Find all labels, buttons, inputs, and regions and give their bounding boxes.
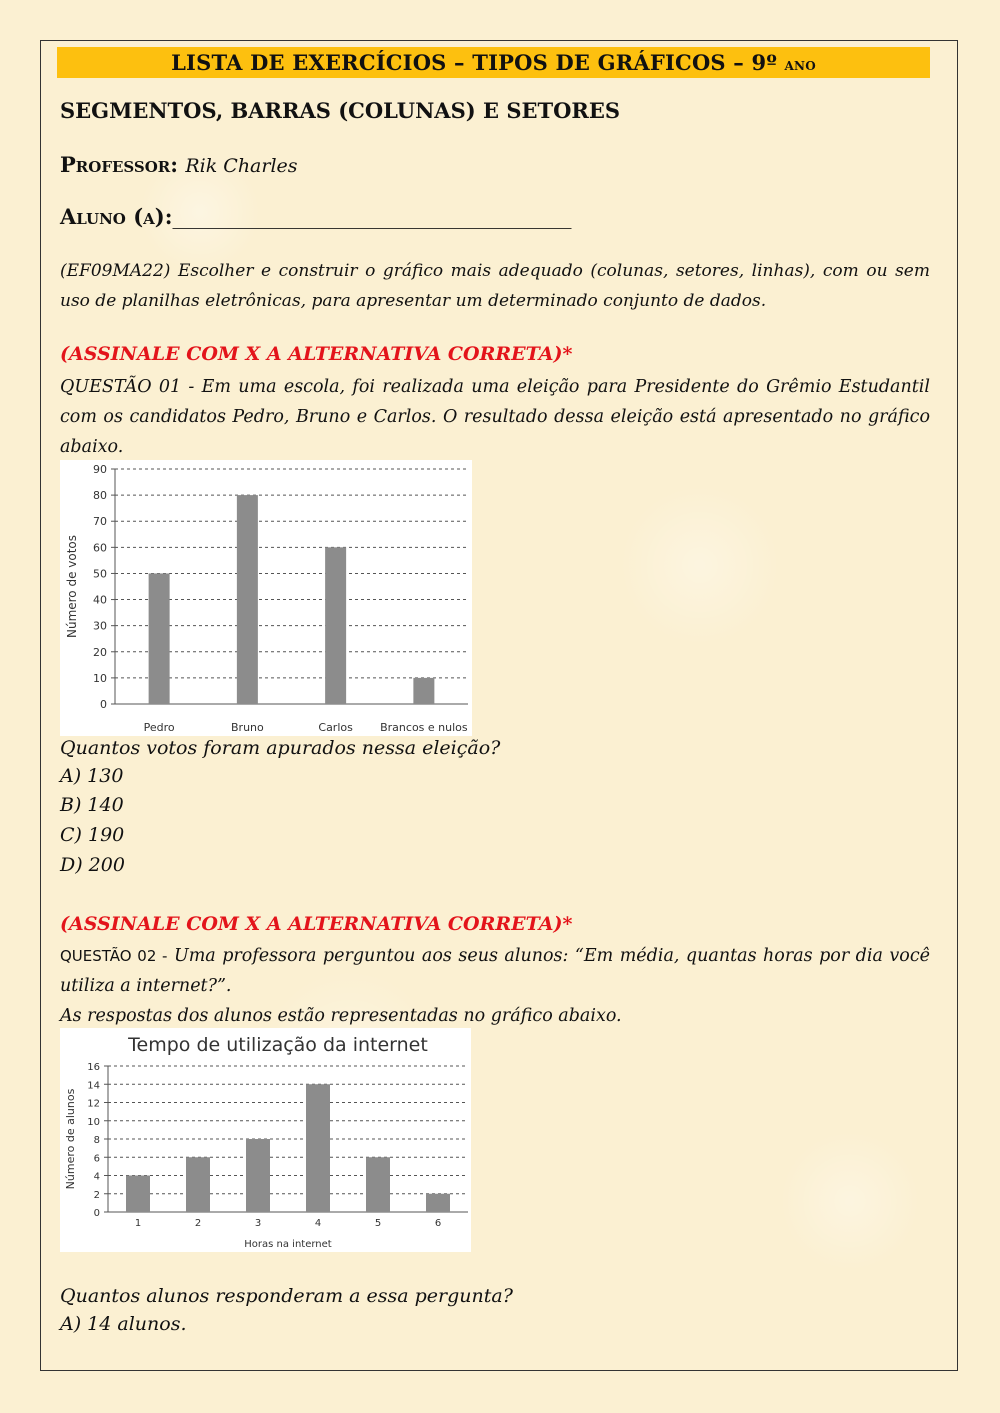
professor-name: Rik Charles — [185, 155, 298, 177]
page-title: LISTA DE EXERCÍCIOS – TIPOS DE GRÁFICOS – 9º — [171, 50, 778, 75]
q2-text-block — [60, 941, 930, 1001]
q2-question: Quantos alunos responderam a essa pergunta? — [60, 1285, 513, 1307]
y-tick-label: 2 — [93, 1189, 100, 1201]
bar-2 — [186, 1157, 210, 1212]
bar-pedro — [149, 573, 170, 704]
bar-4 — [306, 1084, 330, 1212]
q1-instruction: (ASSINALE COM X A ALTERNATIVA CORRETA)* — [60, 343, 573, 365]
x-tick-label: 3 — [254, 1218, 262, 1229]
x-tick-label: Bruno — [231, 721, 264, 734]
y-tick-label: 0 — [93, 1208, 100, 1219]
y-tick-label: 10 — [87, 1116, 100, 1128]
bar-brancos-e-nulos — [413, 678, 434, 704]
student-name-line[interactable]: ______________________________________ — [172, 205, 572, 229]
skill-description: (EF09MA22) Escolher e construir o gráfico mais adequado (colunas, setores, linhas), com ou sem uso de planilhas eletrônicas, para apresentar um determinado conjunto de dados. — [60, 261, 930, 311]
q2-instruction: (ASSINALE COM X A ALTERNATIVA CORRETA)* — [60, 913, 573, 935]
chart-title: Tempo de utilização da internet — [128, 1034, 428, 1056]
y-tick-label: 20 — [93, 645, 107, 659]
q2-text2: As respostas dos alunos estão representadas no gráfico abaixo. — [60, 1006, 622, 1026]
bar-1 — [126, 1176, 150, 1213]
q1-option-b[interactable]: B) 140 — [60, 794, 124, 816]
q2-label: QUESTÃO 02 - — [60, 947, 168, 965]
section-subtitle: SEGMENTOS, BARRAS (COLUNAS) E SETORES — [60, 98, 621, 123]
y-tick-label: 10 — [93, 671, 107, 685]
y-tick-label: 14 — [87, 1080, 100, 1092]
q2-option-a[interactable]: A) 14 alunos. — [60, 1313, 187, 1335]
x-tick-label: 4 — [314, 1218, 322, 1229]
q1-option-d[interactable]: D) 200 — [60, 854, 125, 876]
page-title-suffix: ano — [784, 55, 816, 75]
y-tick-label: 60 — [93, 541, 107, 555]
bar-bruno — [237, 495, 258, 704]
y-tick-label: 80 — [93, 489, 107, 503]
y-tick-label: 0 — [100, 698, 107, 711]
professor-label: Professor: — [60, 152, 179, 177]
y-tick-label: 40 — [93, 593, 107, 607]
title-bar — [57, 47, 930, 78]
x-tick-label: 6 — [434, 1218, 442, 1229]
y-tick-label: 6 — [93, 1153, 100, 1165]
q1-text: QUESTÃO 01 - Em uma escola, foi realizada uma eleição para Presidente do Grêmio Estudantil com os candidatos Pedro, Bruno e Carlos. O resultado dessa eleição está apresentado no gráfico abaixo. — [60, 377, 930, 457]
q1-option-c[interactable]: C) 190 — [60, 824, 125, 846]
y-tick-label: 4 — [93, 1171, 100, 1183]
y-tick-label: 70 — [93, 515, 107, 529]
y-tick-label: 8 — [93, 1135, 100, 1146]
x-tick-label: 2 — [194, 1218, 202, 1229]
q1-question: Quantos votos foram apurados nessa eleição? — [60, 737, 501, 759]
professor-row — [60, 152, 298, 177]
y-axis-label: Número de votos — [65, 534, 79, 639]
votes-bar-chart — [60, 460, 472, 736]
y-tick-label: 30 — [93, 619, 107, 633]
q2-text: Uma professora perguntou aos seus alunos: “Em média, quantas horas por dia você utiliza a internet?”. — [60, 946, 930, 996]
student-row — [60, 204, 571, 229]
y-tick-label: 50 — [93, 567, 107, 581]
y-tick-label: 16 — [87, 1062, 100, 1073]
q1-chart — [60, 460, 472, 736]
x-tick-label: 1 — [134, 1218, 142, 1229]
y-tick-label: 90 — [93, 463, 107, 476]
y-tick-label: 12 — [87, 1098, 100, 1110]
x-axis-label: Horas na internet — [244, 1239, 332, 1250]
internet-bar-chart — [60, 1028, 471, 1252]
q1-option-a[interactable]: A) 130 — [60, 765, 124, 787]
x-tick-label: Pedro — [143, 721, 175, 734]
bar-3 — [246, 1139, 270, 1212]
bar-5 — [366, 1157, 390, 1212]
q2-chart — [60, 1028, 471, 1252]
x-tick-label: 5 — [374, 1218, 382, 1229]
bar-carlos — [325, 547, 346, 704]
bar-6 — [426, 1194, 450, 1212]
x-tick-label: Brancos e nulos — [380, 721, 468, 734]
student-label: Aluno (a): — [60, 204, 173, 229]
x-tick-label: Carlos — [318, 721, 353, 734]
y-axis-label: Número de alunos — [64, 1088, 77, 1190]
